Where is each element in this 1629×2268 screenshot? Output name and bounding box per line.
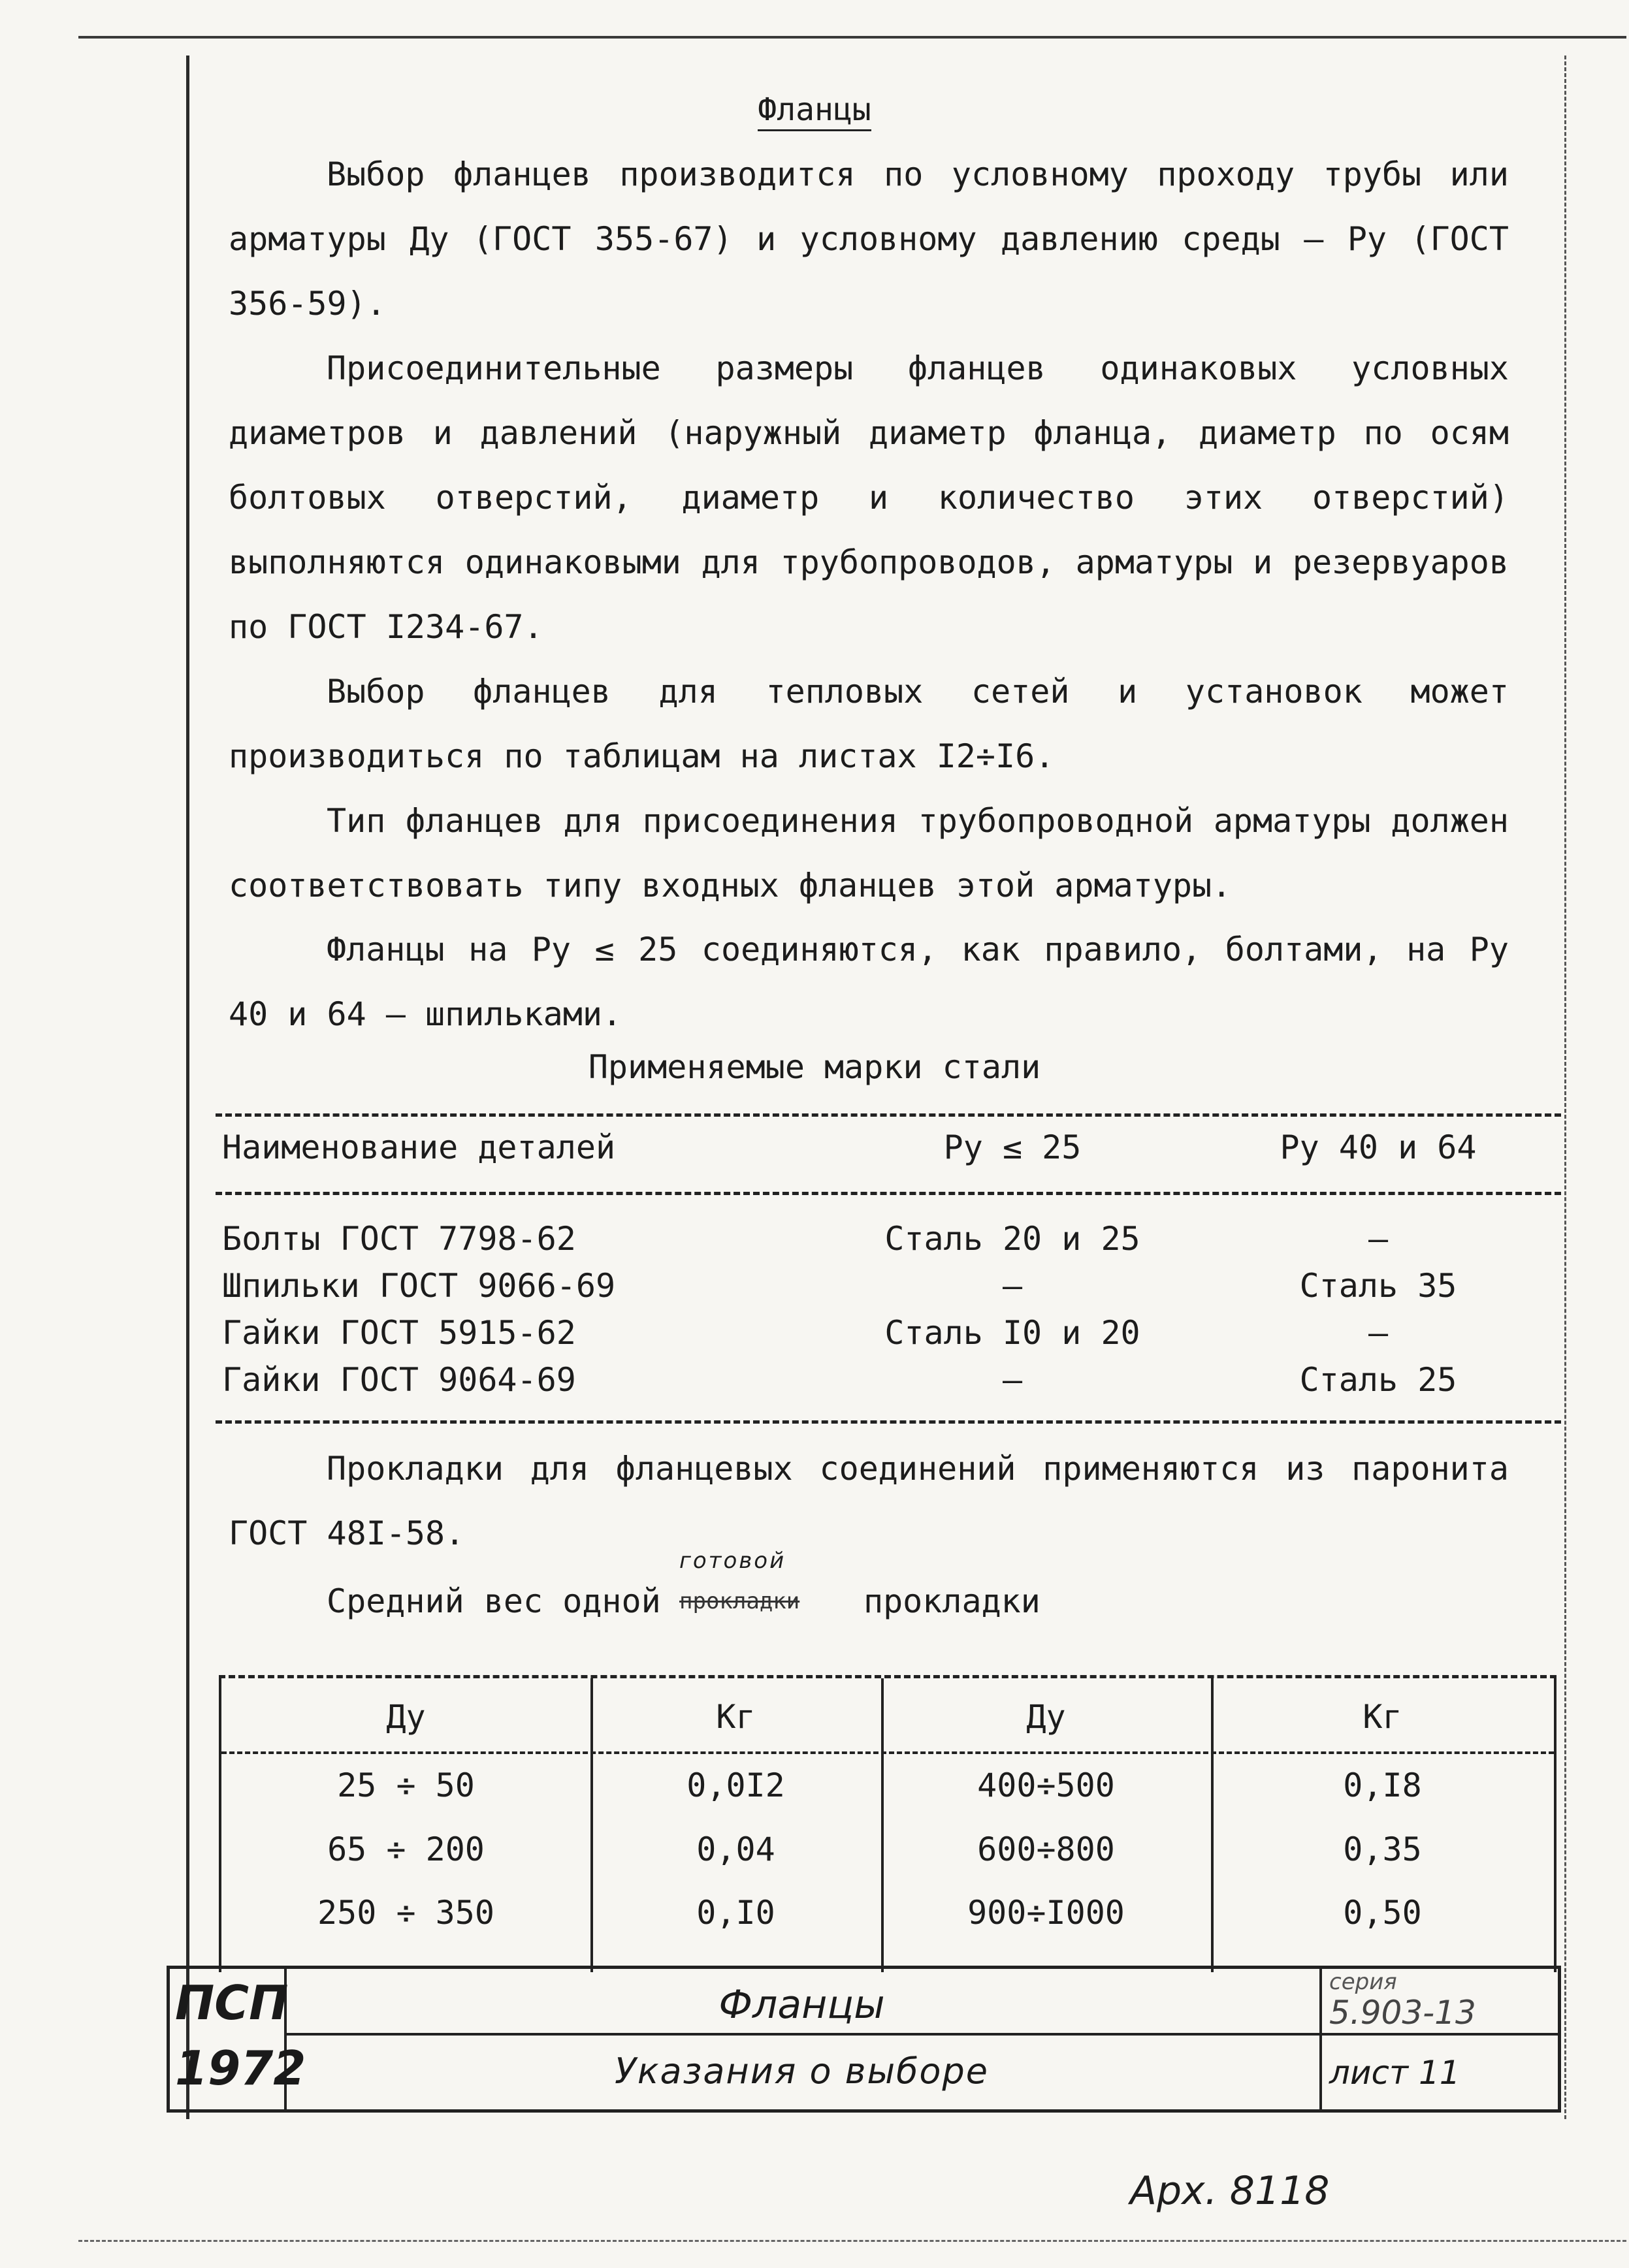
table-cell: 250 ÷ 350 [317,1894,494,1932]
table-row: Гайки ГОСТ 9064-69 – Сталь 25 [222,1361,1457,1399]
handwritten-insertion: готовой [679,1548,786,1574]
steel-table-rule-top [216,1113,1561,1117]
paragraph-3: Выбор фланцев для тепловых сетей и установок может производиться по таблицам на листах I2÷I6. [229,673,1509,775]
steel-table-rule-bottom [216,1420,1561,1424]
table-cell: 0,04 [696,1830,775,1868]
table-cell: 0,0I2 [686,1766,785,1804]
steel-table-header [222,1128,1555,1175]
title-block-org: ПСП [175,1975,289,2030]
paragraph-5: Фланцы на Ру ≤ 25 соединяются, как правило, болтами, на Ру 40 и 64 – шпильками. [229,931,1509,1033]
paragraph-1: Выбор фланцев производится по условному проходу трубы или арматуры Ду (ГОСТ 355-67) и условному давлению среды – Ру (ГОСТ 356-59). [229,155,1509,323]
gasket-weight-table [219,1675,1556,1972]
paragraph-2: Присоединительные размеры фланцев одинаковых условных диаметров и давлений (наружный диаметр фланца, диаметр по осям болтовых отверстий, диаметр и количество этих отверстий) выполняются одинаковыми для трубопроводов, арматуры и резервуаров по ГОСТ I234-67. [229,349,1509,646]
steel-table-body [222,1220,1555,1408]
steel-header-name: Наименование деталей [222,1128,616,1166]
weight-header-du2: Ду [1026,1698,1066,1736]
title-block-code: 5.903-13 [1329,1994,1476,2032]
title-block-series: серия [1329,1969,1397,1995]
table-cell: 65 ÷ 200 [327,1830,485,1868]
gasket-paragraph: Прокладки для фланцевых соединений применяются из паронита ГОСТ 48I-58. [229,1450,1509,1552]
steel-table-rule-mid [216,1192,1561,1195]
steel-header-low: Ру ≤ 25 [943,1128,1082,1166]
table-cell: 0,I0 [696,1894,775,1932]
title-block-year: 1972 [175,2041,306,2096]
weight-header-kg1: Кг [716,1698,756,1736]
bottom-rule [78,2240,1626,2242]
weight-line: Средний вес одной прокладки [327,1582,1040,1620]
table-cell: 600÷800 [977,1830,1115,1868]
table-row: Болты ГОСТ 7798-62 Сталь 20 и 25 – [222,1220,1389,1258]
table-cell: 400÷500 [977,1766,1115,1804]
title-block-subtitle: Указания о выборе [615,2051,989,2092]
weight-header-kg2: Кг [1363,1698,1402,1736]
table-cell: 0,50 [1343,1894,1422,1932]
struck-word: прокладки [679,1588,800,1614]
steel-table-caption: Применяемые марки стали [588,1048,1041,1086]
paragraph-4: Тип фланцев для присоединения трубопроводной арматуры должен соответствовать типу входных фланцев этой арматуры. [229,802,1509,904]
table-cell: 0,I8 [1343,1766,1422,1804]
page-heading: Фланцы [0,91,1629,128]
table-row: Шпильки ГОСТ 9066-69 – Сталь 35 [222,1267,1457,1305]
title-block-title: Фланцы [718,1982,885,2028]
archive-mark: Арх. 8118 [1130,2168,1330,2214]
table-cell: 25 ÷ 50 [337,1766,475,1804]
steel-header-high: Ру 40 и 64 [1280,1128,1477,1166]
title-block-sheet: лист 11 [1329,2054,1460,2092]
table-row: Гайки ГОСТ 5915-62 Сталь I0 и 20 – [222,1314,1389,1352]
top-rule [78,36,1626,39]
table-cell: 900÷I000 [967,1894,1125,1932]
weight-header-du1: Ду [386,1698,426,1736]
title-block [167,1966,1561,2113]
table-cell: 0,35 [1343,1830,1422,1868]
